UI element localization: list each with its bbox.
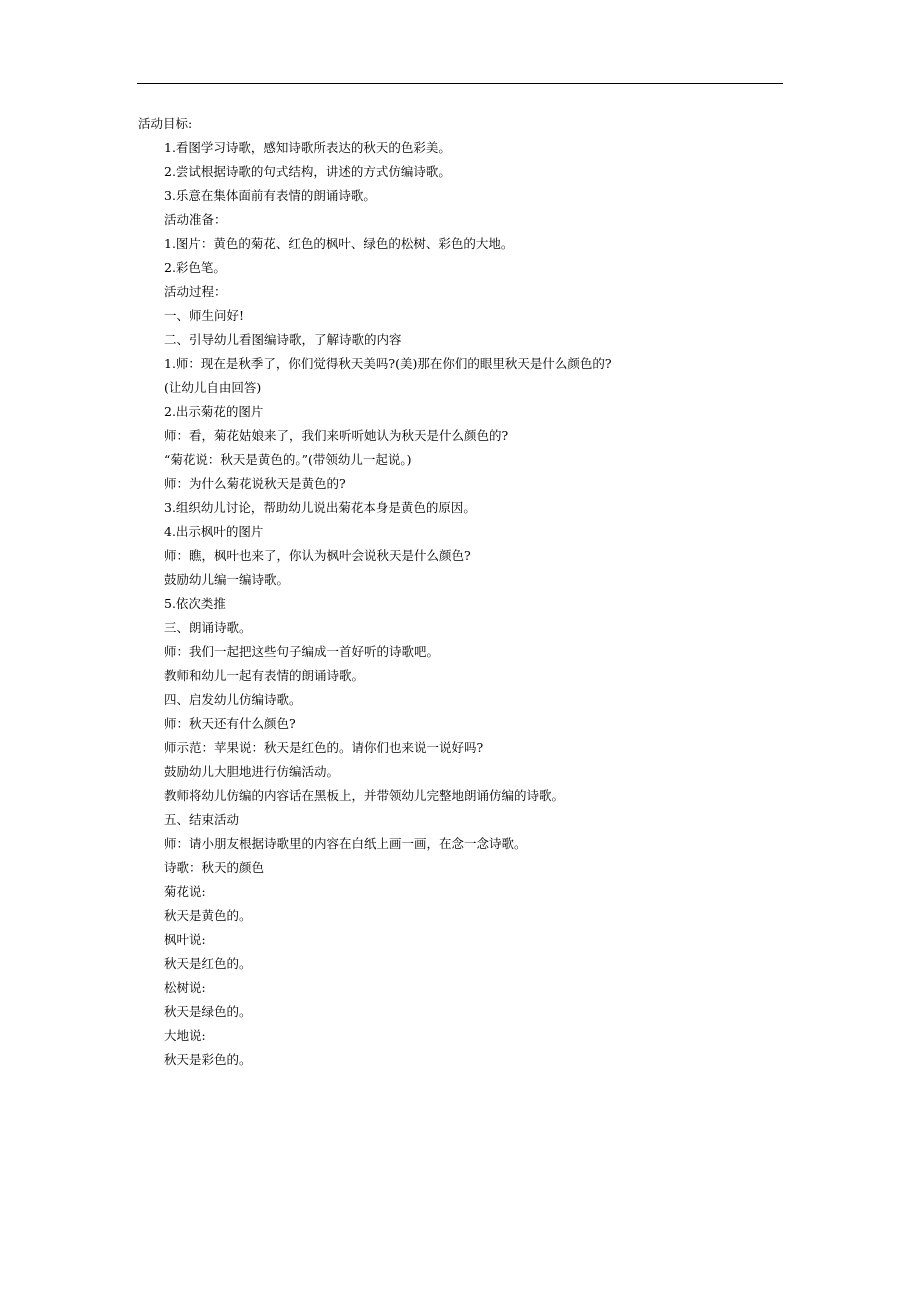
text-line: 活动过程： — [164, 284, 227, 299]
text-line: 诗歌：秋天的颜色 — [164, 860, 265, 875]
text-line: 三、朗诵诗歌。 — [164, 620, 252, 635]
text-line: 四、启发幼儿仿编诗歌。 — [164, 692, 302, 707]
text-line: 1.看图学习诗歌，感知诗歌所表达的秋天的色彩美。 — [164, 140, 451, 155]
text-line: 松树说: — [164, 980, 206, 995]
text-line: 2.彩色笔。 — [164, 260, 226, 275]
text-line: 2.出示菊花的图片 — [164, 404, 264, 419]
text-line: 师：为什么菊花说秋天是黄色的? — [164, 476, 346, 491]
text-line: 师：看，菊花姑娘来了，我们来听听她认为秋天是什么颜色的? — [164, 428, 509, 443]
text-line: 秋天是绿色的。 — [164, 1004, 252, 1019]
text-line: 枫叶说: — [164, 932, 206, 947]
text-line: 4.出示枫叶的图片 — [164, 524, 264, 539]
text-line: 一、师生问好! — [164, 308, 245, 323]
text-line: 师：秋天还有什么颜色? — [164, 716, 296, 731]
text-line: 师示范：苹果说：秋天是红色的。请你们也来说一说好吗? — [164, 740, 484, 755]
text-line: (让幼儿自由回答) — [164, 380, 262, 395]
text-line: 大地说: — [164, 1028, 206, 1043]
text-line: 秋天是彩色的。 — [164, 1052, 252, 1067]
text-line: 5.依次类推 — [164, 596, 226, 611]
text-line: 二、引导幼儿看图编诗歌，了解诗歌的内容 — [164, 332, 402, 347]
text-line: 菊花说: — [164, 884, 206, 899]
text-line: 活动目标: — [138, 116, 193, 131]
text-line: 秋天是黄色的。 — [164, 908, 252, 923]
text-line: 1.图片：黄色的菊花、红色的枫叶、绿色的松树、彩色的大地。 — [164, 236, 514, 251]
text-line: “菊花说：秋天是黄色的。”(带领幼儿一起说。) — [164, 452, 412, 467]
text-line: 师：请小朋友根据诗歌里的内容在白纸上画一画，在念一念诗歌。 — [164, 836, 527, 851]
document-body — [138, 112, 798, 1072]
text-line: 师：我们一起把这些句子编成一首好听的诗歌吧。 — [164, 644, 440, 659]
text-line: 师：瞧，枫叶也来了，你认为枫叶会说秋天是什么颜色? — [164, 548, 471, 563]
text-line: 教师和幼儿一起有表情的朗诵诗歌。 — [164, 668, 365, 683]
text-line: 鼓励幼儿编一编诗歌。 — [164, 572, 290, 587]
text-line: 五、结束活动 — [164, 812, 240, 827]
text-line: 教师将幼儿仿编的内容话在黑板上，并带领幼儿完整地朗诵仿编的诗歌。 — [164, 788, 565, 803]
text-line: 鼓励幼儿大胆地进行仿编活动。 — [164, 764, 340, 779]
text-line: 1.师：现在是秋季了，你们觉得秋天美吗?(美)那在你们的眼里秋天是什么颜色的? — [164, 356, 612, 371]
text-line: 3.乐意在集体面前有表情的朗诵诗歌。 — [164, 188, 376, 203]
text-line: 秋天是红色的。 — [164, 956, 252, 971]
header-rule — [137, 83, 783, 84]
text-line: 2.尝试根据诗歌的句式结构，讲述的方式仿编诗歌。 — [164, 164, 451, 179]
text-line: 活动准备： — [164, 212, 227, 227]
text-line: 3.组织幼儿讨论，帮助幼儿说出菊花本身是黄色的原因。 — [164, 500, 476, 515]
